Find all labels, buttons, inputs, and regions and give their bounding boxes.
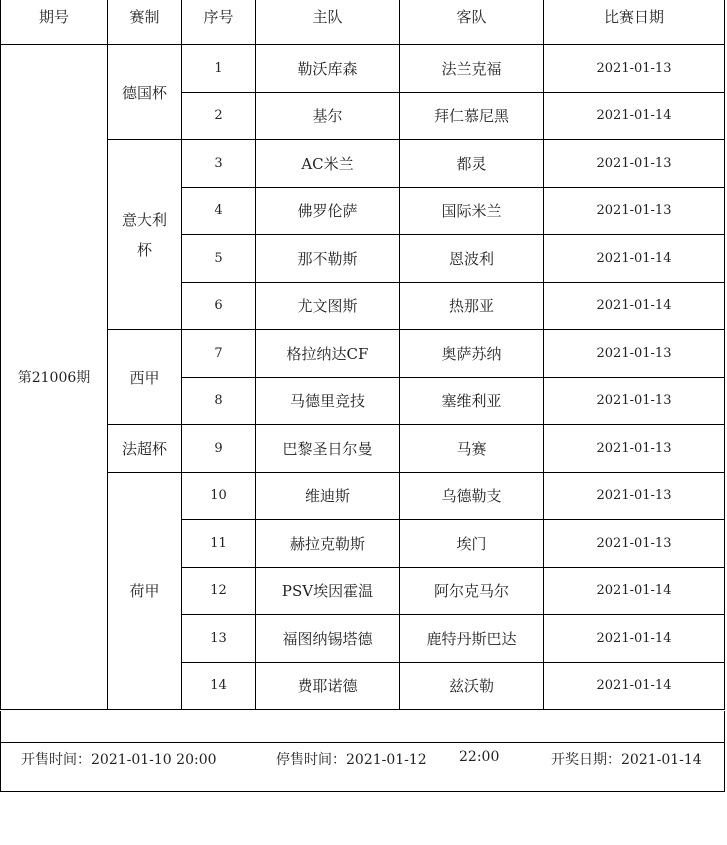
match-date: 2021-01-13 xyxy=(544,472,725,520)
table-row xyxy=(1,140,725,188)
match-date: 2021-01-14 xyxy=(544,567,725,615)
competition-cell xyxy=(108,330,182,425)
home-team: 维迪斯 xyxy=(256,472,400,520)
home-team: 福图纳锡塔德 xyxy=(256,615,400,663)
away-team: 都灵 xyxy=(400,140,544,188)
sale-stop-value: 2021-01-12 xyxy=(346,752,427,768)
competition-name: 法超杯 xyxy=(121,439,167,458)
match-seq: 13 xyxy=(182,615,256,663)
competition-name: 荷甲 xyxy=(129,582,160,601)
match-seq: 5 xyxy=(182,235,256,283)
home-team: 勒沃库森 xyxy=(256,45,400,93)
table-row xyxy=(1,330,725,378)
header-away-team: 客队 xyxy=(400,0,544,45)
match-seq: 11 xyxy=(182,520,256,568)
match-seq: 7 xyxy=(182,330,256,378)
match-date: 2021-01-14 xyxy=(544,282,725,330)
home-team: PSV埃因霍温 xyxy=(256,567,400,615)
match-date: 2021-01-13 xyxy=(544,330,725,378)
header-issue: 期号 xyxy=(1,0,108,45)
home-team: 赫拉克勒斯 xyxy=(256,520,400,568)
away-team: 马赛 xyxy=(400,425,544,473)
sale-stop xyxy=(276,749,427,769)
sale-info-footer xyxy=(0,711,725,792)
match-date: 2021-01-13 xyxy=(544,425,725,473)
match-date: 2021-01-14 xyxy=(544,235,725,283)
away-team: 拜仁慕尼黑 xyxy=(400,92,544,140)
match-date: 2021-01-13 xyxy=(544,45,725,93)
away-team: 法兰克福 xyxy=(400,45,544,93)
away-team: 恩波利 xyxy=(400,235,544,283)
match-seq: 14 xyxy=(182,662,256,710)
sale-start-value: 2021-01-10 20:00 xyxy=(91,752,217,768)
match-seq: 2 xyxy=(182,92,256,140)
away-team: 热那亚 xyxy=(400,282,544,330)
competition-cell xyxy=(108,45,182,140)
away-team: 国际米兰 xyxy=(400,187,544,235)
competition-cell xyxy=(108,140,182,330)
away-team: 乌德勒支 xyxy=(400,472,544,520)
header-home-team: 主队 xyxy=(256,0,400,45)
sale-info-line xyxy=(1,749,724,845)
draw-date-value: 2021-01-14 xyxy=(621,752,702,768)
away-team: 兹沃勒 xyxy=(400,662,544,710)
away-team: 塞维利亚 xyxy=(400,377,544,425)
match-seq: 1 xyxy=(182,45,256,93)
table-row xyxy=(1,472,725,520)
match-seq: 10 xyxy=(182,472,256,520)
header-competition: 赛制 xyxy=(108,0,182,45)
sale-stop-label: 停售时间： xyxy=(276,752,346,768)
draw-date xyxy=(551,749,702,769)
match-seq: 4 xyxy=(182,187,256,235)
home-team: 马德里竞技 xyxy=(256,377,400,425)
home-team: AC米兰 xyxy=(256,140,400,188)
match-date: 2021-01-14 xyxy=(544,615,725,663)
match-date: 2021-01-14 xyxy=(544,662,725,710)
header-row xyxy=(1,0,725,45)
competition-name-cont: 杯 xyxy=(136,240,152,259)
sale-start xyxy=(21,749,217,769)
match-date: 2021-01-14 xyxy=(544,92,725,140)
match-seq: 12 xyxy=(182,567,256,615)
header-seq: 序号 xyxy=(182,0,256,45)
away-team: 奥萨苏纳 xyxy=(400,330,544,378)
competition-cell xyxy=(108,425,182,473)
table-row xyxy=(1,45,725,93)
home-team: 费耶诺德 xyxy=(256,662,400,710)
home-team: 基尔 xyxy=(256,92,400,140)
issue-number: 第21006期 xyxy=(1,45,108,710)
competition-name: 德国杯 xyxy=(121,83,167,102)
competition-name: 意大利 xyxy=(121,210,167,229)
draw-date-label: 开奖日期： xyxy=(551,752,621,768)
competition-name: 西甲 xyxy=(129,368,160,387)
match-date: 2021-01-13 xyxy=(544,520,725,568)
home-team: 那不勒斯 xyxy=(256,235,400,283)
sale-start-label: 开售时间： xyxy=(21,752,91,768)
match-date: 2021-01-13 xyxy=(544,187,725,235)
home-team: 尤文图斯 xyxy=(256,282,400,330)
home-team: 佛罗伦萨 xyxy=(256,187,400,235)
match-date: 2021-01-13 xyxy=(544,140,725,188)
away-team: 鹿特丹斯巴达 xyxy=(400,615,544,663)
home-team: 巴黎圣日尔曼 xyxy=(256,425,400,473)
match-seq: 9 xyxy=(182,425,256,473)
match-seq: 8 xyxy=(182,377,256,425)
match-seq: 6 xyxy=(182,282,256,330)
match-seq: 3 xyxy=(182,140,256,188)
home-team: 格拉纳达CF xyxy=(256,330,400,378)
away-team: 阿尔克马尔 xyxy=(400,567,544,615)
footer-divider xyxy=(1,742,724,743)
sale-stop-time: 22:00 xyxy=(459,749,500,765)
away-team: 埃门 xyxy=(400,520,544,568)
table-row xyxy=(1,425,725,473)
header-match-date: 比赛日期 xyxy=(544,0,725,45)
competition-cell xyxy=(108,472,182,710)
match-date: 2021-01-13 xyxy=(544,377,725,425)
